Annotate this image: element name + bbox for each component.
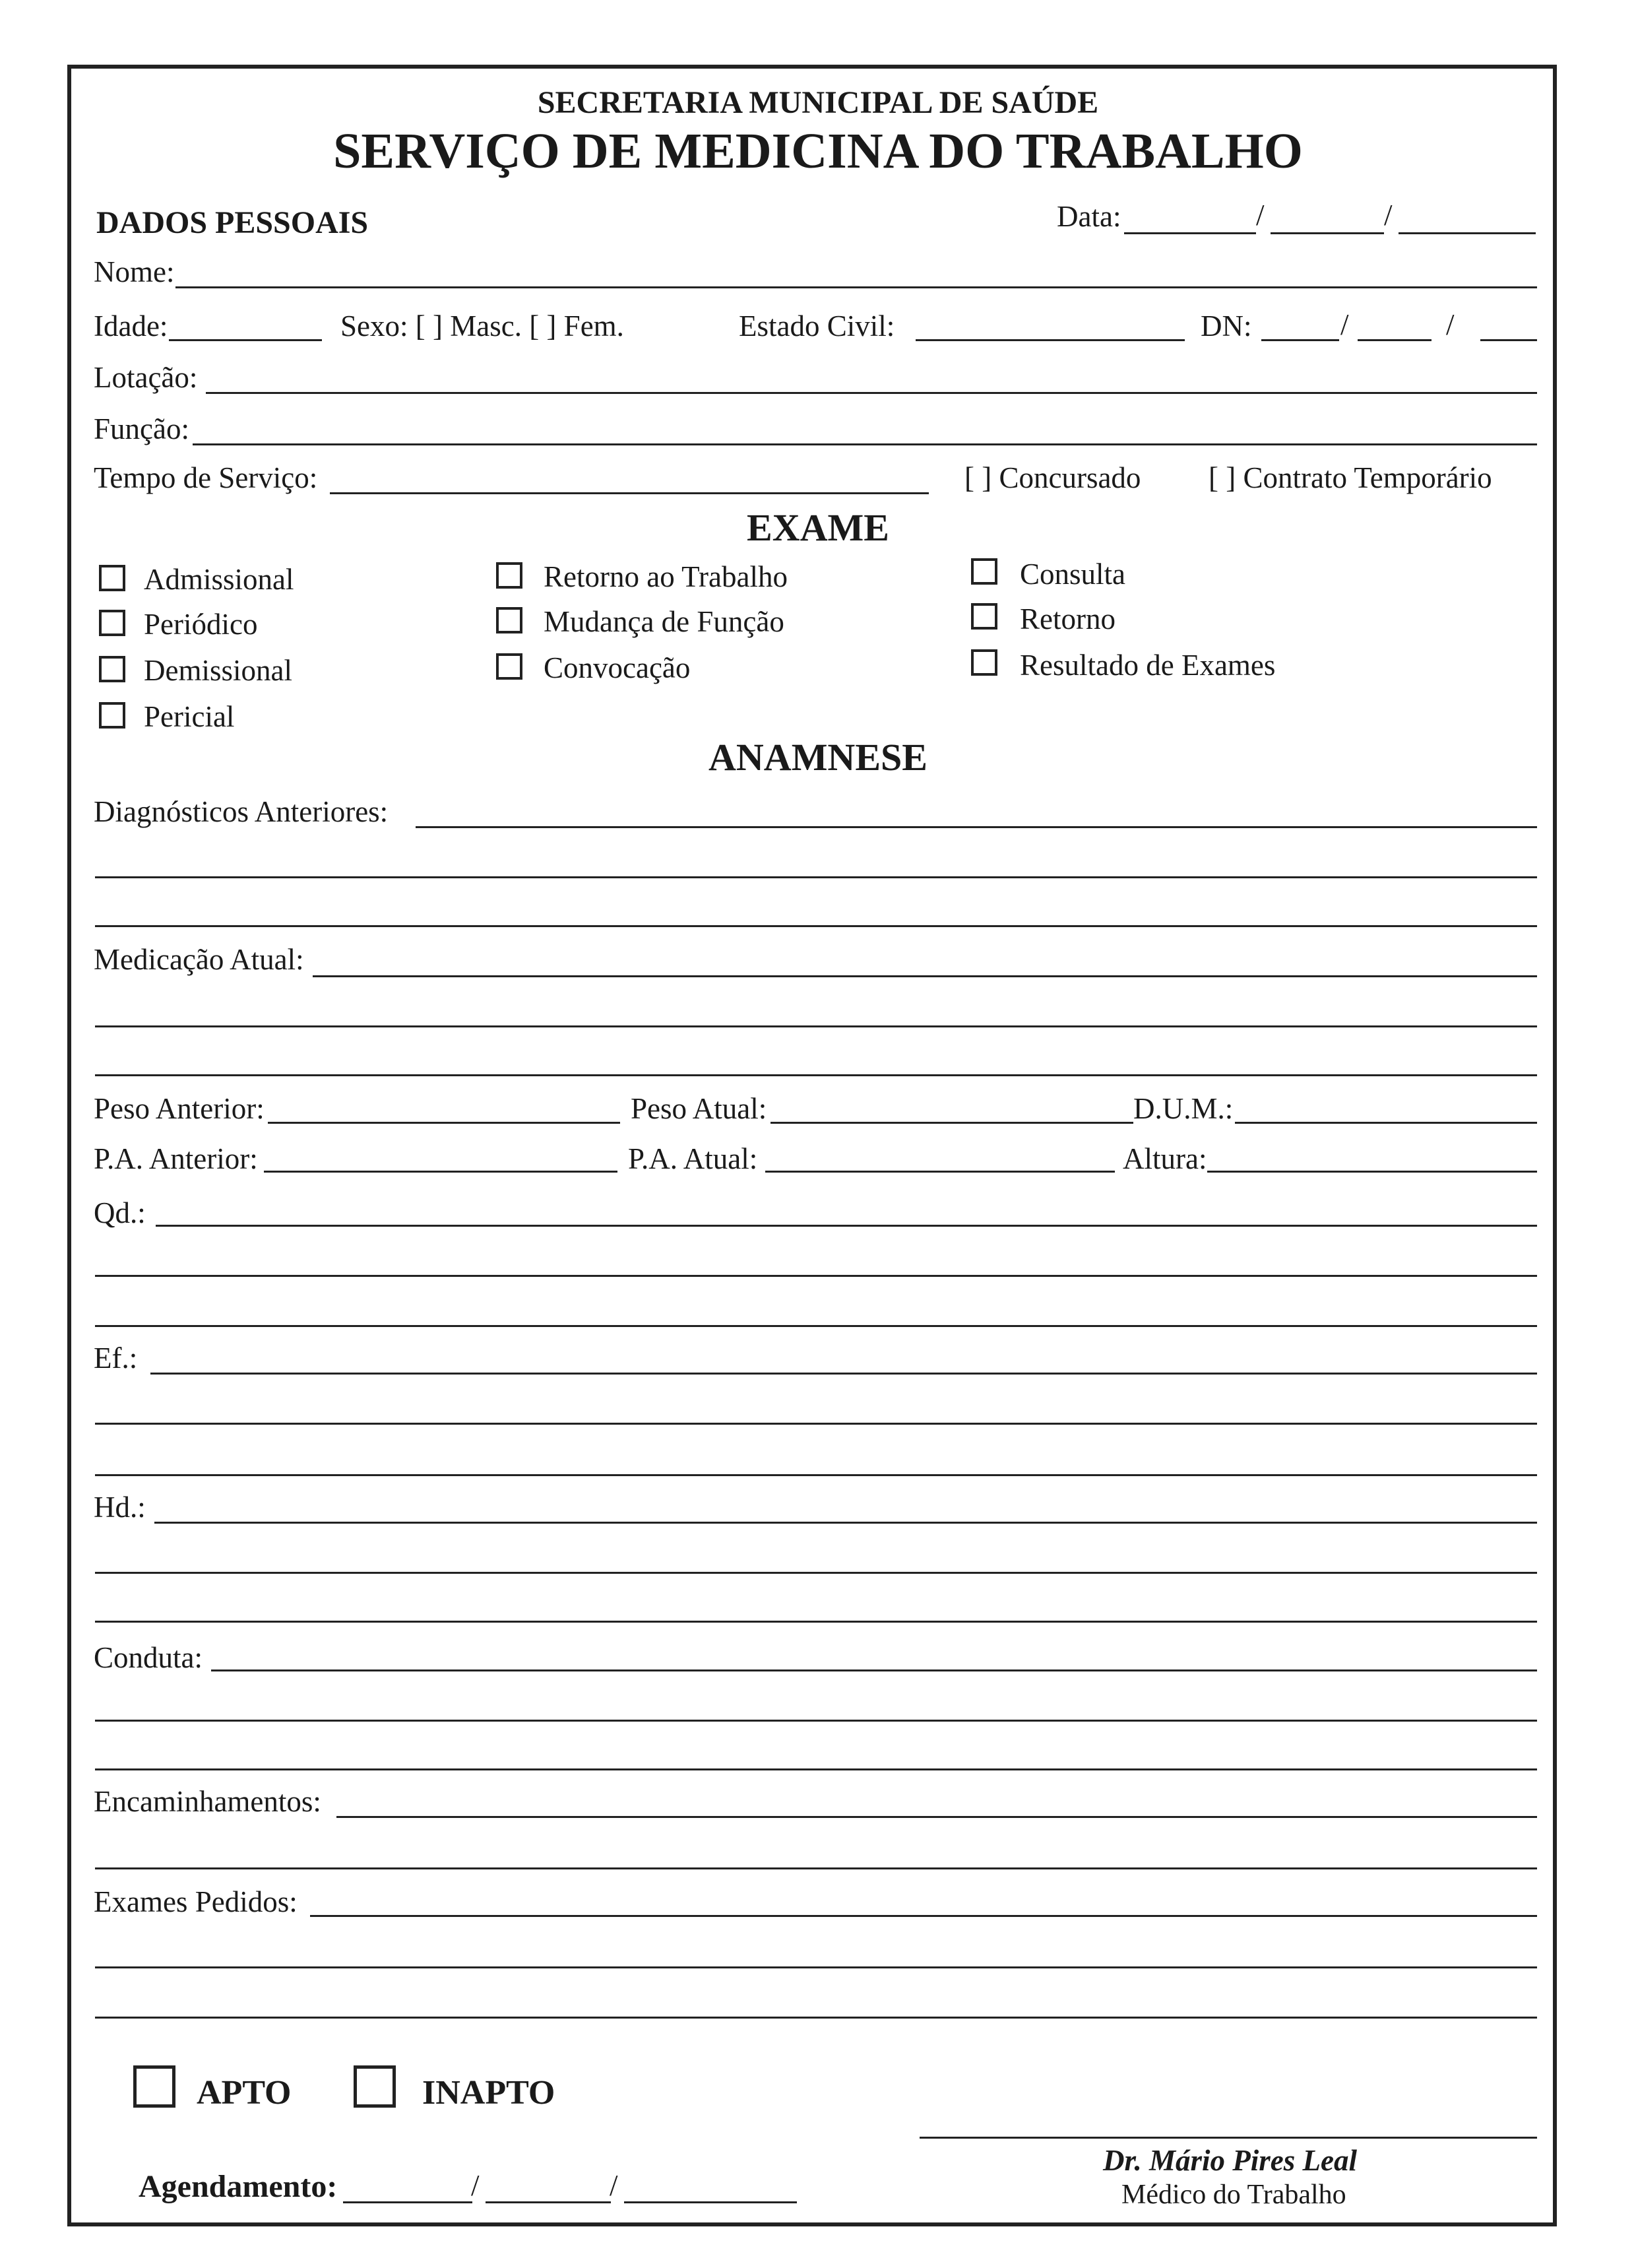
dum-field[interactable]: [1235, 1122, 1537, 1124]
diagnosticos-line[interactable]: [95, 876, 1537, 878]
diagnosticos-label: Diagnósticos Anteriores:: [94, 795, 389, 828]
qd-label: Qd.:: [94, 1196, 146, 1229]
header-title: SERVIÇO DE MEDICINA DO TRABALHO: [333, 123, 1303, 179]
diagnosticos-field[interactable]: [416, 826, 1537, 828]
inapto-label: INAPTO: [422, 2074, 555, 2112]
resultado-de-exames-checkbox[interactable]: [971, 649, 997, 676]
encaminhamentos-field[interactable]: [336, 1816, 1537, 1818]
pericial-checkbox[interactable]: [99, 702, 125, 729]
tempo-servico-label: Tempo de Serviço:: [94, 461, 318, 494]
hd-label: Hd.:: [94, 1491, 146, 1524]
idade-field[interactable]: [169, 339, 322, 341]
nome-field[interactable]: [175, 286, 1537, 288]
qd-field[interactable]: [156, 1225, 1537, 1227]
dados-pessoais-heading: DADOS PESSOAIS: [96, 205, 369, 240]
convocacao-label: Convocação: [544, 651, 691, 684]
date-slash: /: [1340, 308, 1349, 341]
agendamento-label: Agendamento:: [139, 2169, 338, 2204]
admissional-label: Admissional: [144, 563, 294, 596]
agendamento-month-field[interactable]: [486, 2201, 611, 2203]
conduta-field[interactable]: [211, 1669, 1537, 1671]
retorno-ao-trabalho-label: Retorno ao Trabalho: [544, 560, 788, 593]
estado-civil-label: Estado Civil:: [739, 309, 895, 342]
exames-pedidos-label: Exames Pedidos:: [94, 1885, 298, 1918]
apto-checkbox[interactable]: [133, 2065, 175, 2108]
demissional-label: Demissional: [144, 654, 292, 687]
date-slash: /: [1256, 199, 1265, 232]
doctor-name: Dr. Mário Pires Leal: [1103, 2144, 1358, 2177]
medicacao-line[interactable]: [95, 1074, 1537, 1076]
exame-heading: EXAME: [747, 506, 889, 549]
peso-atual-label: Peso Atual:: [631, 1092, 767, 1125]
date-slash: /: [1384, 199, 1393, 232]
exames-pedidos-line[interactable]: [95, 2017, 1537, 2019]
altura-label: Altura:: [1123, 1142, 1207, 1175]
ef-label: Ef.:: [94, 1342, 138, 1375]
data-day-field[interactable]: [1124, 232, 1256, 234]
encaminhamentos-line[interactable]: [95, 1867, 1537, 1869]
data-year-field[interactable]: [1399, 232, 1536, 234]
ef-line[interactable]: [95, 1474, 1537, 1476]
exames-pedidos-line[interactable]: [95, 1966, 1537, 1968]
idade-label: Idade:: [94, 309, 168, 342]
qd-line[interactable]: [95, 1275, 1537, 1277]
conduta-line[interactable]: [95, 1768, 1537, 1770]
date-slash: /: [471, 2169, 480, 2202]
mudanca-de-funcao-label: Mudança de Função: [544, 605, 784, 638]
agendamento-year-field[interactable]: [624, 2201, 797, 2203]
funcao-field[interactable]: [193, 443, 1537, 445]
dn-year-field[interactable]: [1480, 339, 1537, 341]
consulta-checkbox[interactable]: [971, 558, 997, 585]
apto-label: APTO: [197, 2074, 292, 2112]
anamnese-heading: ANAMNESE: [708, 736, 928, 779]
exames-pedidos-field[interactable]: [310, 1915, 1537, 1917]
retorno-ao-trabalho-checkbox[interactable]: [496, 562, 522, 589]
peso-anterior-label: Peso Anterior:: [94, 1092, 265, 1125]
pa-anterior-label: P.A. Anterior:: [94, 1142, 258, 1175]
header-subtitle: SECRETARIA MUNICIPAL DE SAÚDE: [537, 85, 1099, 120]
date-slash: /: [1446, 308, 1455, 341]
contrato-temporario-option[interactable]: [ ] Contrato Temporário: [1209, 461, 1492, 494]
hd-line[interactable]: [95, 1572, 1537, 1574]
diagnosticos-line[interactable]: [95, 925, 1537, 927]
consulta-label: Consulta: [1020, 558, 1126, 591]
dum-label: D.U.M.:: [1133, 1092, 1234, 1125]
mudanca-de-funcao-checkbox[interactable]: [496, 607, 522, 633]
ef-line[interactable]: [95, 1423, 1537, 1425]
retorno-label: Retorno: [1020, 602, 1116, 635]
data-label: Data:: [1057, 200, 1121, 233]
dn-label: DN:: [1201, 309, 1252, 342]
lotacao-field[interactable]: [206, 392, 1537, 394]
dn-day-field[interactable]: [1261, 339, 1339, 341]
convocacao-checkbox[interactable]: [496, 653, 522, 680]
conduta-label: Conduta:: [94, 1641, 203, 1674]
periodico-checkbox[interactable]: [99, 610, 125, 636]
agendamento-day-field[interactable]: [343, 2201, 472, 2203]
conduta-line[interactable]: [95, 1720, 1537, 1722]
pa-anterior-field[interactable]: [264, 1171, 617, 1173]
signature-line[interactable]: [920, 2137, 1537, 2139]
date-slash: /: [610, 2169, 618, 2202]
encaminhamentos-label: Encaminhamentos:: [94, 1785, 321, 1818]
lotacao-label: Lotação:: [94, 361, 198, 394]
medicacao-label: Medicação Atual:: [94, 943, 304, 976]
nome-label: Nome:: [94, 255, 175, 288]
peso-atual-field[interactable]: [771, 1122, 1133, 1124]
sexo-label[interactable]: Sexo: [ ] Masc. [ ] Fem.: [340, 309, 624, 342]
funcao-label: Função:: [94, 412, 189, 445]
tempo-servico-field[interactable]: [330, 492, 929, 494]
estado-civil-field[interactable]: [916, 339, 1185, 341]
retorno-checkbox[interactable]: [971, 603, 997, 630]
pa-atual-field[interactable]: [765, 1171, 1115, 1173]
resultado-de-exames-label: Resultado de Exames: [1020, 649, 1276, 682]
peso-anterior-field[interactable]: [268, 1122, 620, 1124]
data-month-field[interactable]: [1271, 232, 1384, 234]
pericial-label: Pericial: [144, 700, 235, 733]
demissional-checkbox[interactable]: [99, 656, 125, 682]
pa-atual-label: P.A. Atual:: [628, 1142, 758, 1175]
dn-month-field[interactable]: [1358, 339, 1432, 341]
medicacao-line[interactable]: [95, 1025, 1537, 1027]
hd-line[interactable]: [95, 1621, 1537, 1623]
qd-line[interactable]: [95, 1325, 1537, 1327]
hd-field[interactable]: [154, 1522, 1537, 1524]
admissional-checkbox[interactable]: [99, 565, 125, 591]
doctor-role: Médico do Trabalho: [1121, 2180, 1346, 2210]
altura-field[interactable]: [1207, 1171, 1537, 1173]
medicacao-field[interactable]: [313, 975, 1537, 977]
ef-field[interactable]: [150, 1373, 1537, 1375]
periodico-label: Periódico: [144, 608, 258, 641]
concursado-option[interactable]: [ ] Concursado: [964, 461, 1141, 494]
inapto-checkbox[interactable]: [354, 2065, 396, 2108]
